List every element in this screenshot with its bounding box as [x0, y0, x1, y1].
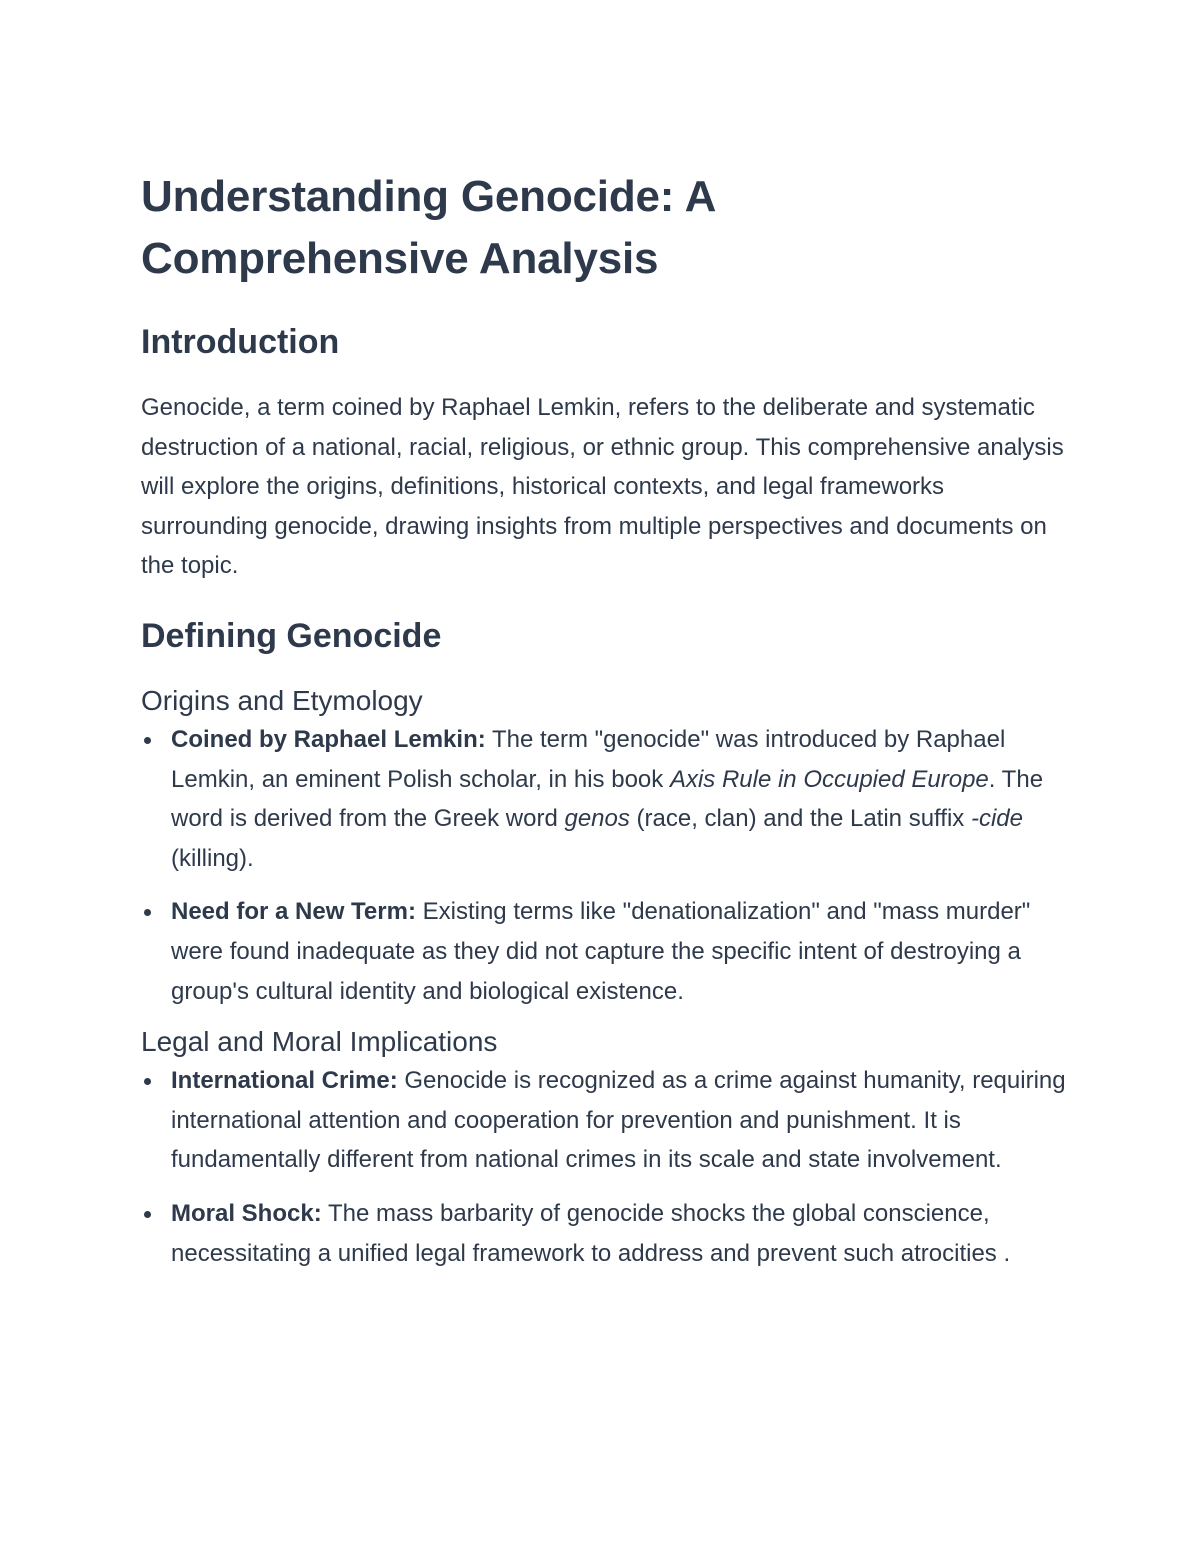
- introduction-paragraph: Genocide, a term coined by Raphael Lemkin, refers to the deliberate and systematic destruction of a national, racial, religious, or ethnic group. This comprehensive analysis will explore the origins, definitions, historical contexts, and legal frameworks surrounding genocide, drawing insights from multiple perspectives and documents on the topic.: [141, 394, 1064, 580]
- defining-genocide-heading: Defining Genocide: [141, 616, 442, 655]
- list-item-text: Existing terms like "denationalization" and "mass murder" were found inadequate as they did not capture the specific intent of destroying a group's cultural identity and biological existence.: [171, 898, 1031, 1005]
- bullet-icon: [144, 737, 151, 744]
- list-item-text: The term "genocide" was introduced by Raphael Lemkin, an eminent Polish scholar, in his book: [171, 725, 1006, 793]
- list-item: [141, 1194, 1071, 1273]
- bullet-icon: [144, 1078, 151, 1085]
- list-item-text: (killing).: [171, 844, 254, 872]
- origins-list: [141, 720, 1071, 1011]
- latin-suffix: -cide: [970, 805, 1023, 833]
- list-item-text: (race, clan) and the Latin suffix: [629, 805, 971, 833]
- list-item-label: Coined by Raphael Lemkin:: [171, 725, 486, 753]
- introduction-heading: Introduction: [141, 323, 340, 361]
- legal-list: [141, 1061, 1071, 1273]
- list-item: [141, 1061, 1071, 1180]
- document-title: [141, 166, 1071, 290]
- list-item: [141, 892, 1071, 1011]
- list-item: [141, 720, 1071, 878]
- list-item-label: International Crime:: [171, 1067, 398, 1095]
- list-item-text: . The word is derived from the Greek word: [171, 765, 1044, 833]
- list-item-text: The mass barbarity of genocide shocks the global conscience, necessitating a unified legal framework to address and prevent such atrocities .: [171, 1199, 1011, 1267]
- bullet-icon: [144, 1211, 151, 1218]
- document-title-line-1: Understanding Genocide: A: [141, 172, 717, 221]
- bullet-icon: [144, 909, 151, 916]
- list-item-label: Moral Shock:: [171, 1199, 322, 1227]
- document-page: [141, 166, 1071, 1273]
- list-item-label: Need for a New Term:: [171, 898, 416, 926]
- document-title-line-2: Comprehensive Analysis: [141, 234, 659, 283]
- origins-etymology-heading: Origins and Etymology: [141, 684, 423, 716]
- legal-moral-heading: Legal and Moral Implications: [141, 1026, 498, 1058]
- greek-word: genos: [564, 805, 630, 833]
- list-item-text: Genocide is recognized as a crime against humanity, requiring international attention and cooperation for prevention and punishment. It is fundamentally different from national crimes in its scale and state involvement.: [171, 1067, 1066, 1174]
- book-title: Axis Rule in Occupied Europe: [669, 765, 989, 793]
